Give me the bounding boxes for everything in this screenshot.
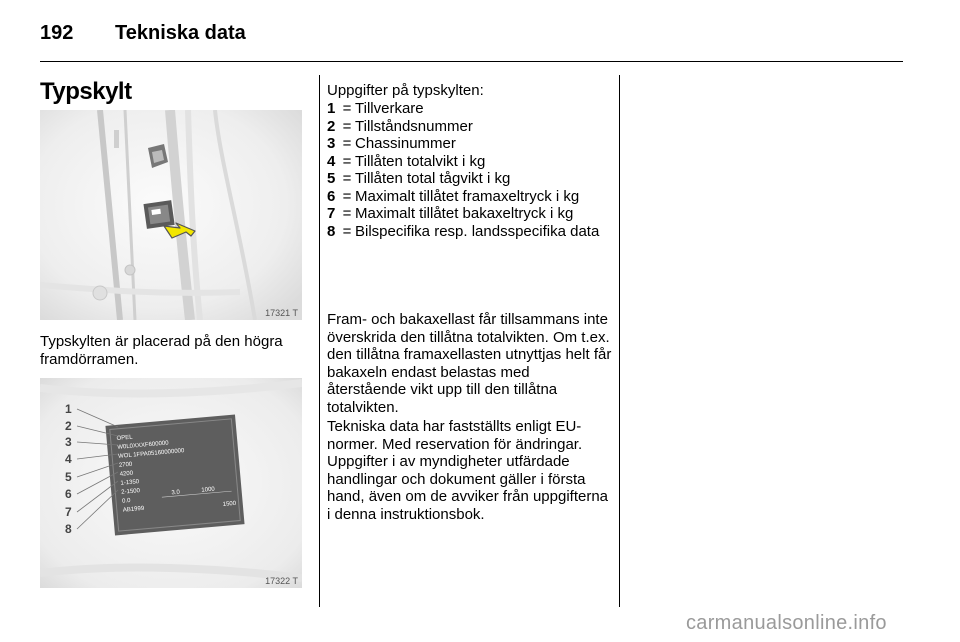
plate-line: WOL 1FPA05160000000 — [117, 448, 185, 460]
column-divider-1 — [319, 75, 320, 607]
item-text: Chassinummer — [355, 135, 456, 152]
plate-line: W0L0XXXF600000 — [117, 440, 169, 451]
axle-load-paragraph: Fram- och bakaxellast får tillsammans inte överskrida den tillåtna totalvikten. Om t.ex. den tillåtna framaxellasten utnyttjas helt får bakaxeln endast belastas med återstående vikt upp till den tillåtna totalvikten. — [327, 311, 612, 416]
column-divider-2 — [619, 75, 620, 607]
watermark: carmanualsonline.info — [686, 612, 887, 634]
callout-number: 7 — [65, 505, 72, 519]
list-item: 5 = Tillåten total tågvikt i kg — [327, 170, 612, 188]
item-number: 4 — [327, 152, 336, 170]
item-number: 3 — [327, 135, 336, 152]
plate-line: 1-1350 — [120, 479, 140, 487]
item-text: Maximalt tillåtet framaxeltryck i kg — [355, 187, 580, 205]
type-plate-illustration — [40, 378, 302, 588]
list-item: 3 = Chassinummer — [327, 135, 612, 153]
item-text: Maximalt tillåtet bakaxeltryck i kg — [355, 205, 574, 222]
chapter-title: Tekniska data — [115, 22, 246, 44]
eu-norm-paragraph: Tekniska data har fastställts enligt EU-normer. Med reservation för ändringar. Uppgifter i av myndigheter utfärdade handlingar och dokument gäller i första hand, även om de avviker från uppgifterna i denna instruktionsbok. — [327, 418, 609, 523]
list-item: 4 = Tillåten totalvikt i kg — [327, 153, 612, 171]
callout-number: 4 — [65, 452, 72, 466]
plate-line: 2-1500 — [121, 488, 141, 496]
list-item: 7 = Maximalt tillåtet bakaxeltryck i kg — [327, 205, 612, 223]
plate-line: 1000 — [201, 486, 216, 494]
figure-code: 17322 T — [265, 576, 298, 586]
spec-intro: Uppgifter på typskylten: — [327, 82, 484, 99]
plate-line: 3.0 — [171, 489, 181, 497]
callout-number: 5 — [65, 470, 72, 484]
door-frame-figure — [40, 110, 302, 320]
callout-number: 3 — [65, 435, 72, 449]
item-text: Tillåten total tågvikt i kg — [355, 170, 511, 187]
item-number: 5 — [327, 170, 336, 187]
callout-number: 2 — [65, 419, 72, 433]
list-item: 1 = Tillverkare — [327, 100, 612, 118]
plate-line: 0.0 — [121, 497, 131, 505]
item-number: 2 — [327, 117, 336, 135]
type-plate-figure — [40, 378, 302, 588]
plate-line: 4200 — [119, 470, 134, 478]
callout-number: 1 — [65, 402, 72, 416]
plate-line: AB1999 — [122, 505, 145, 514]
header-rule — [40, 61, 903, 62]
item-number: 1 — [327, 100, 336, 117]
figure-code: 17321 T — [265, 308, 298, 318]
plate-line: 1500 — [222, 500, 237, 508]
plate-line: OPEL — [116, 434, 133, 442]
callout-number: 6 — [65, 487, 72, 501]
page-number: 192 — [40, 22, 74, 44]
list-item: 2 = Tillståndsnummer — [327, 118, 612, 136]
item-text: Tillverkare — [355, 100, 424, 117]
list-item: 6 = Maximalt tillåtet framaxeltryck i kg — [327, 188, 612, 206]
item-number: 6 — [327, 187, 336, 205]
plate-line: 2700 — [118, 461, 133, 469]
callout-number: 8 — [65, 522, 72, 536]
item-text: Bilspecifika resp. landsspecifika data — [355, 222, 600, 240]
item-number: 8 — [327, 222, 336, 240]
door-frame-illustration — [40, 110, 302, 320]
spec-list — [327, 100, 612, 240]
section-title: Typskylt — [40, 78, 132, 105]
item-number: 7 — [327, 205, 336, 222]
item-text: Tillåten totalvikt i kg — [355, 152, 486, 170]
list-item: 8 = Bilspecifika resp. landsspecifika data — [327, 223, 612, 241]
item-text: Tillståndsnummer — [355, 117, 473, 135]
type-plate-location-text: Typskylten är placerad på den högra framdörramen. — [40, 333, 283, 368]
